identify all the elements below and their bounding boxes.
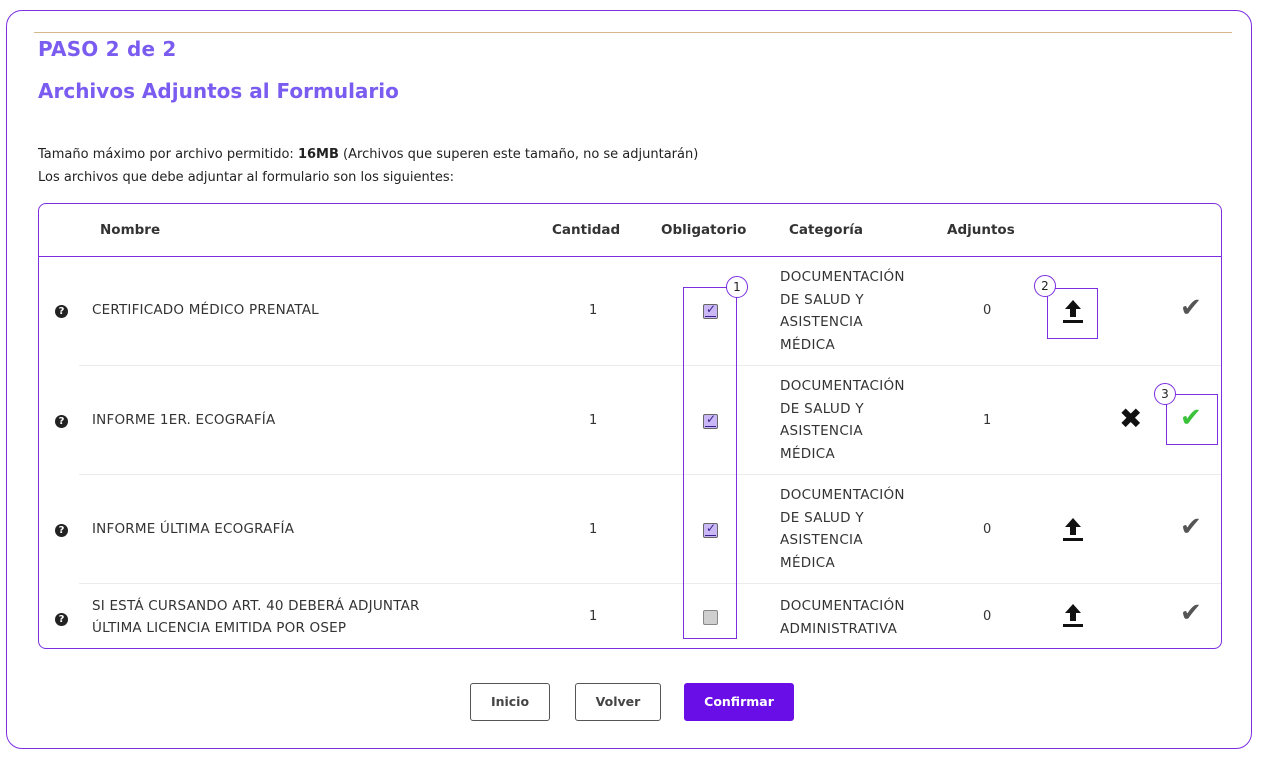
category-line: DE SALUD Y	[780, 291, 864, 308]
header-nombre: Nombre	[100, 222, 161, 238]
header-cantidad: Cantidad	[552, 222, 621, 238]
check-icon[interactable]: ✔	[1180, 403, 1202, 433]
annotation-badge-1: 1	[726, 276, 748, 298]
category-line: MÉDICA	[780, 445, 836, 462]
attachments-table	[38, 203, 1222, 649]
upload-icon[interactable]	[1062, 602, 1084, 630]
row-divider	[79, 474, 1221, 475]
category-line: MÉDICA	[780, 554, 836, 571]
upload-icon[interactable]	[1062, 516, 1084, 544]
check-icon[interactable]: ✔	[1180, 598, 1202, 628]
category-line: MÉDICA	[780, 336, 836, 353]
row-2-quantity: 1	[589, 413, 598, 428]
check-icon[interactable]: ✔	[1180, 293, 1202, 323]
check-icon[interactable]: ✔	[1180, 512, 1202, 542]
row-2-attachments-count: 1	[983, 413, 992, 428]
row-4-attachments-count: 0	[983, 609, 992, 624]
header-divider-line	[39, 256, 1221, 257]
category-line: DE SALUD Y	[780, 400, 864, 417]
row-divider	[79, 365, 1221, 366]
row-2-category	[780, 375, 905, 465]
row-2-name: INFORME 1ER. ECOGRAFÍA	[92, 412, 276, 428]
category-line: ASISTENCIA	[780, 532, 863, 548]
required-files-info: Los archivos que debe adjuntar al formulario son los siguientes:	[38, 170, 454, 185]
annotation-badge-3: 3	[1154, 383, 1176, 405]
question-circle-icon[interactable]: ?	[55, 524, 68, 537]
category-line: DOCUMENTACIÓN	[780, 269, 905, 285]
row-1-category	[780, 266, 905, 356]
row-4-name	[92, 595, 420, 639]
row-3-name: INFORME ÚLTIMA ECOGRAFÍA	[92, 521, 295, 537]
name-line: ÚLTIMA LICENCIA EMITIDA POR OSEP	[92, 620, 347, 636]
step-label: PASO 2 de 2	[38, 37, 177, 61]
row-1-attachments-count: 0	[983, 303, 992, 318]
question-circle-icon[interactable]: ?	[55, 613, 68, 626]
category-line: ASISTENCIA	[780, 423, 863, 439]
category-line: DOCUMENTACIÓN	[780, 487, 905, 503]
row-3-quantity: 1	[589, 522, 598, 537]
header-divider	[34, 32, 1232, 33]
category-line: DE SALUD Y	[780, 509, 864, 526]
annotation-highlight-required-column	[683, 287, 737, 639]
inicio-button[interactable]: Inicio	[470, 683, 550, 721]
max-size-suffix: (Archivos que superen este tamaño, no se adjuntarán)	[343, 147, 699, 162]
max-size-value: 16MB	[297, 147, 339, 162]
name-line: SI ESTÁ CURSANDO ART. 40 DEBERÁ ADJUNTAR	[92, 598, 420, 614]
row-4-category	[780, 595, 905, 640]
header-categoria: Categoría	[789, 222, 863, 238]
annotation-highlight-confirm	[1166, 394, 1218, 445]
confirmar-button[interactable]: Confirmar	[684, 683, 794, 721]
max-size-prefix: Tamaño máximo por archivo permitido:	[38, 147, 294, 162]
x-icon[interactable]: ✖	[1119, 402, 1143, 435]
category-line: ADMINISTRATIVA	[780, 620, 898, 637]
section-title: Archivos Adjuntos al Formulario	[38, 79, 399, 103]
row-1-name: CERTIFICADO MÉDICO PRENATAL	[92, 302, 319, 318]
max-size-info	[38, 147, 698, 162]
header-obligatorio: Obligatorio	[661, 222, 747, 238]
row-4-quantity: 1	[589, 609, 598, 624]
row-divider	[79, 583, 1221, 584]
question-circle-icon[interactable]: ?	[55, 415, 68, 428]
volver-button[interactable]: Volver	[575, 683, 661, 721]
annotation-highlight-upload	[1047, 288, 1098, 339]
category-line: DOCUMENTACIÓN	[780, 378, 905, 394]
category-line: ASISTENCIA	[780, 314, 863, 330]
annotation-badge-2: 2	[1034, 275, 1056, 297]
category-line: DOCUMENTACIÓN	[780, 598, 905, 614]
header-adjuntos: Adjuntos	[947, 222, 1015, 238]
row-1-quantity: 1	[589, 303, 598, 318]
row-3-category	[780, 484, 905, 574]
question-circle-icon[interactable]: ?	[55, 305, 68, 318]
row-3-attachments-count: 0	[983, 522, 992, 537]
